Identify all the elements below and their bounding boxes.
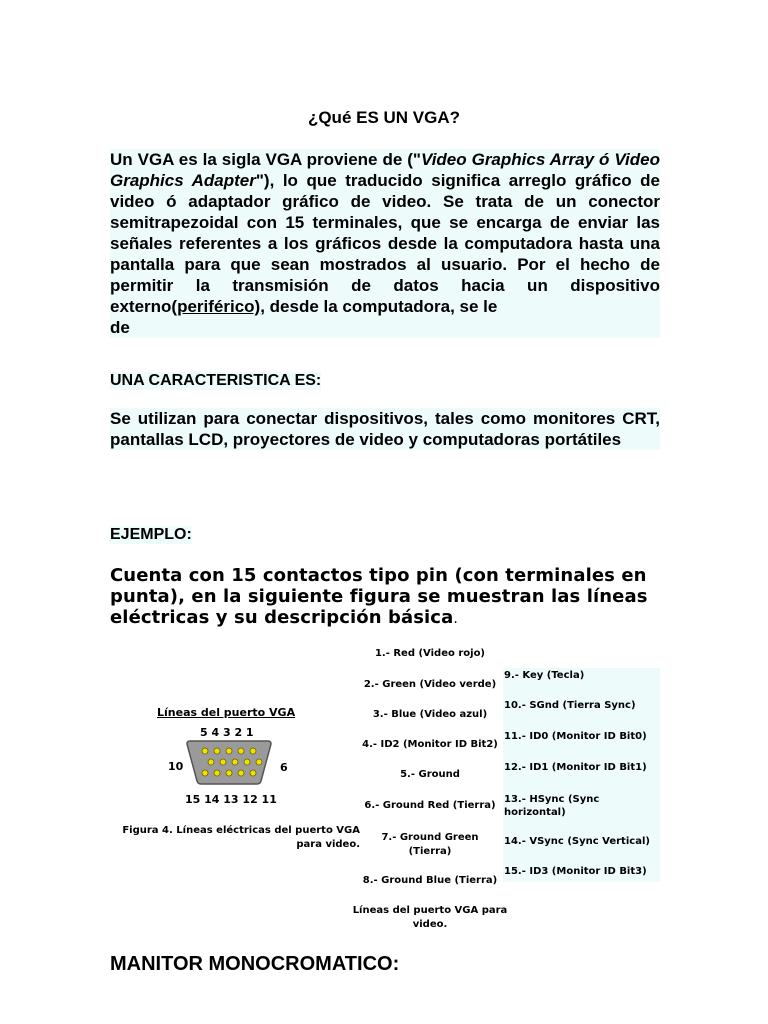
example-paragraph [110, 565, 650, 630]
pin-7 [244, 759, 250, 765]
pin-10 [208, 759, 214, 765]
example-text-end: . [453, 611, 458, 627]
pins-caption: Líneas del puerto VGA para video. [352, 905, 508, 930]
pin-item-1: 1.- Red (Video rojo) [374, 648, 486, 659]
figure-right-number: 6 [280, 761, 288, 774]
monitor-heading: MANITOR MONOCROMATICO: [110, 953, 400, 975]
pin-8 [232, 759, 238, 765]
pin-item-13: 13.- HSync (Sync horizontal) [504, 794, 600, 818]
pin-item-15: 15.- ID3 (Monitor ID Bit3) [504, 866, 647, 877]
pin-item-2: 2.- Green (Video verde) [363, 679, 497, 690]
pin-13 [226, 770, 232, 776]
example-text: Cuenta con 15 contactos tipo pin (con terminales en punta), en la siguiente figura se muestran las líneas eléctricas y su descripción básica [110, 565, 648, 628]
pin-item-8: 8.- Ground Blue (Tierra) [362, 875, 498, 886]
figure-bottom-numbers: 15 14 13 12 11 [185, 793, 277, 806]
pin-6 [256, 759, 262, 765]
figure-caption: Figura 4. Líneas eléctricas del puerto VGA para video. [122, 825, 360, 850]
pin-item-11: 11.- ID0 (Monitor ID Bit0) [504, 731, 647, 742]
pin-item-6: 6.- Ground Red (Tierra) [364, 800, 496, 811]
pin-9 [220, 759, 226, 765]
pin-2 [238, 748, 244, 754]
figure-title: Líneas del puerto VGA [157, 706, 296, 719]
pin-4 [214, 748, 220, 754]
pin-item-3: 3.- Blue (Video azul) [372, 709, 488, 720]
pin-item-12: 12.- ID1 (Monitor ID Bit1) [504, 762, 647, 773]
intro-text-1: Un VGA es la sigla VGA proviene de (" [110, 150, 421, 169]
page-title: ¿Qué ES UN VGA? [307, 108, 461, 127]
intro-last-line: de [110, 318, 130, 337]
pin-3 [226, 748, 232, 754]
pin-item-14: 14.- VSync (Sync Vertical) [504, 836, 650, 847]
intro-text-2: "), lo que traducido significa arreglo gráfico de video ó adaptador gráfico de video. Se trata de un conector semitrapezoidal con 15 terminales, que se encarga de enviar las señales referentes a los gráficos desde la computadora hasta una pantalla para que sean mostrados al usuario. Por el hecho de permitir la transmisión de datos hacia un dispositivo externo [110, 171, 660, 316]
figure-left-number: 10 [168, 760, 184, 773]
intro-italic: Video Graphics Array ó Video Graphics Adapter [110, 150, 660, 190]
pin-5 [202, 748, 208, 754]
example-heading: EJEMPLO: [110, 526, 192, 543]
pin-12 [238, 770, 244, 776]
pin-item-4: 4.- ID2 (Monitor ID Bit2) [362, 739, 498, 750]
pin-item-7: 7.- Ground Green (Tierra) [381, 832, 479, 857]
vga-connector-diagram [184, 740, 274, 786]
intro-paragraph [110, 149, 660, 338]
pin-1 [250, 748, 256, 754]
pin-11 [250, 770, 256, 776]
pin-item-10: 10.- SGnd (Tierra Sync) [504, 700, 636, 711]
figure-top-numbers: 5 4 3 2 1 [200, 726, 254, 739]
characteristic-heading: UNA CARACTERISTICA ES: [110, 372, 322, 389]
pin-15 [202, 770, 208, 776]
characteristic-paragraph: Se utilizan para conectar dispositivos, tales como monitores CRT, pantallas LCD, proyectores de video y computadoras portátiles [110, 409, 660, 449]
peripheral-link: (periférico) [171, 297, 261, 316]
intro-text-3: , desde la computadora, se le [260, 297, 498, 316]
pin-14 [214, 770, 220, 776]
pin-item-5: 5.- Ground [400, 769, 460, 780]
pin-item-9: 9.- Key (Tecla) [504, 670, 585, 681]
